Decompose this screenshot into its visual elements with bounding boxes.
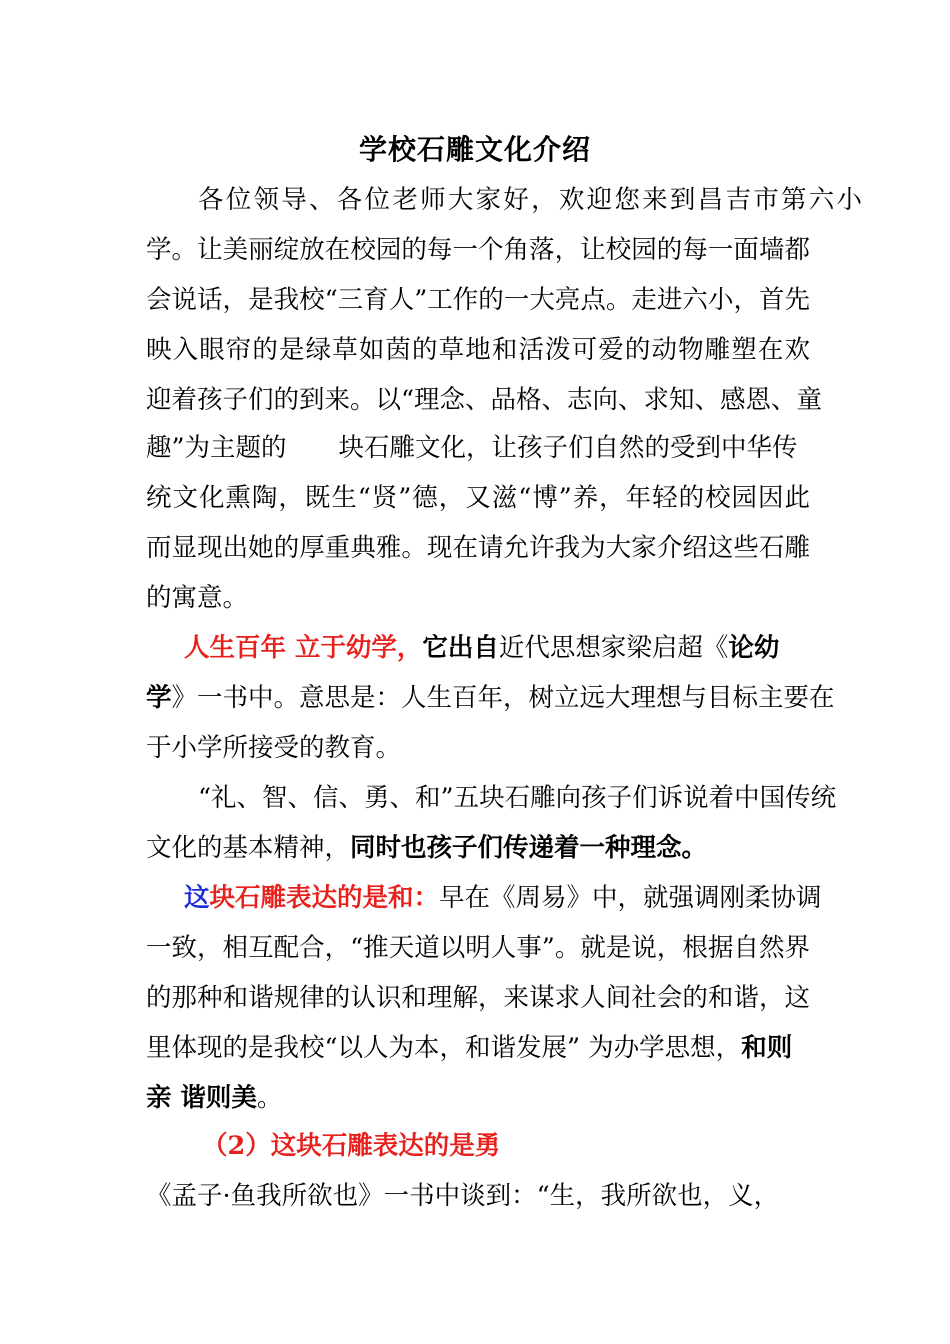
highlight-red: 人生百年 立于幼学， [184,633,423,663]
text-bold: 亲 谐则美 [146,1083,257,1113]
highlight-blue: 这 [184,883,210,913]
paragraph-line [146,872,848,924]
paragraph-line: 于小学所接受的教育。 [146,733,402,763]
section-heading [146,1120,866,1172]
paragraph-line: 学。让美丽绽放在校园的每一个角落，让校园的每一面墙都 [146,235,810,265]
paragraph-line [146,422,810,474]
text-run: 块石雕文化，让孩子们自然的受到中华传 [338,433,798,463]
paragraph-line: 各位领导、各位老师大家好，欢迎您来到昌吉市第六小 [198,185,862,215]
text-bold: 和则 [741,1033,793,1063]
paragraph-line: 而显现出她的厚重典雅。现在请允许我为大家介绍这些石雕 [146,533,810,563]
paragraph-line: 会说话，是我校“三育人”工作的一大亮点。走进六小，首先 [146,285,810,315]
paragraph-line: 统文化熏陶，既生“贤”德，又滋“博”养，年轻的校园因此 [146,483,810,513]
paragraph-line: 《孟子·鱼我所欲也》一书中谈到：“生，我所欲也，义， [146,1181,780,1211]
document-title: 学校石雕文化介绍 [358,133,591,166]
highlight-red: 块石雕表达的是和： [209,883,440,913]
heading-text: （2）这块石雕表达的是勇 [202,1131,501,1161]
text-bold: 学 [146,683,172,713]
text-run: 。 [256,1083,283,1113]
paragraph-line: 映入眼帘的是绿草如茵的草地和活泼可爱的动物雕塑在欢 [146,335,810,365]
paragraph-line: 的那种和谐规律的认识和理解，来谋求人间社会的和谐，这 [146,983,810,1013]
paragraph-line: 一致，相互配合，“推天道以明人事”。就是说，根据自然界 [146,933,810,963]
text-bold: 论幼 [728,633,780,663]
paragraph-line: 迎着孩子们的到来。以“理念、品格、志向、求知、感恩、童 [146,385,823,415]
text-run: 近代思想家梁启超《 [498,633,729,663]
paragraph-line [146,1022,810,1074]
paragraph-line [146,672,835,724]
text-run: 文化的基本精神， [146,833,351,863]
text-run: 里体现的是我校“以人为本，和谐发展” 为办学思想， [146,1033,742,1063]
paragraph-line [146,822,810,874]
paragraph-line: 的寓意。 [146,583,249,613]
paragraph-line [146,1072,810,1124]
text-bold: 它出自 [422,633,499,663]
text-run: 趣”为主题的 [146,433,287,463]
paragraph-line: “礼、智、信、勇、和”五块石雕向孩子们诉说着中国传统 [198,783,837,813]
text-run: 》一书中。意思是：人生百年，树立远大理想与目标主要在 [171,683,835,713]
text-run: 早在《周易》中，就强调刚柔协调 [439,883,822,913]
paragraph-line [146,622,848,674]
text-bold: 同时也孩子们传递着一种理念。 [350,833,708,863]
